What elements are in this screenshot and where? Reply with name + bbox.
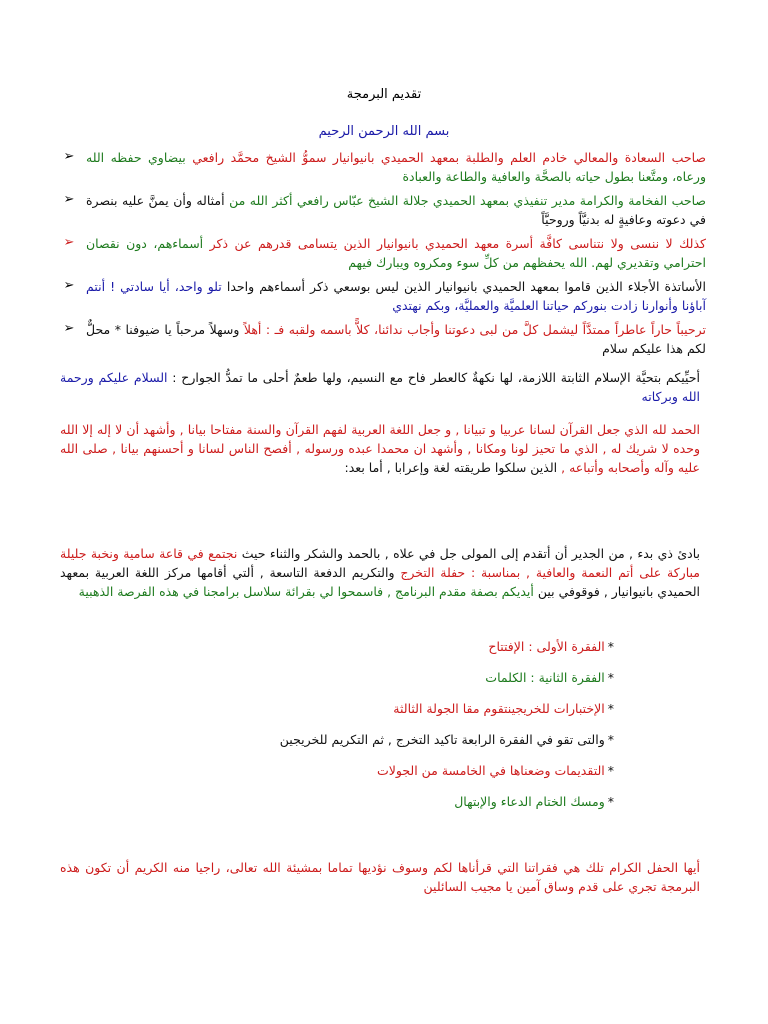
hamd-paragraph (60, 420, 700, 477)
greeting-paragraph (60, 368, 700, 406)
intro-text: بادئ ذي بدء , من الجدير أن أتقدم إلى المولى جل في علاه , بالحمد والشكر والثناء حيث (241, 546, 701, 561)
bullet-text (86, 148, 706, 186)
arrow-bullet-icon: ➢ (63, 192, 75, 207)
basmala: بسم الله الرحمن الرحيم (318, 124, 450, 139)
bullet-segment: الأساتذة الأجلاء الذين قاموا بمعهد الحميدي بانيوانيار الذين ليس بوسعي ذكر أسماءهم واحدا (226, 279, 707, 294)
program-item: *ومسك الختام الدعاء والإبتهال (454, 794, 614, 809)
program-item: *الفقرة الأولى : الإفتتاح (488, 639, 614, 654)
program-item: *التقديمات وضعناها في الخامسة من الجولات (376, 763, 614, 778)
intro-paragraph (60, 544, 700, 601)
bullet-text (86, 191, 706, 229)
program-item: *الإختبارات للخريجينتقوم مقا الجولة الثالثة (393, 701, 614, 716)
program-item: *والتى تقو في الفقرة الرابعة تاكيد التخرج , ثم التكريم للخريجين (279, 732, 614, 747)
intro-text: أيديكم بصفة مقدم البرنامج , فاسمحوا لي بقرائة سلاسل برامجنا في هذه الفرصة الذهبية (78, 584, 534, 599)
arrow-bullet-icon: ➢ (63, 235, 75, 250)
closing-paragraph (60, 858, 700, 896)
hamd-text-end: الذين سلكوا طريقته لغة وإعرابا , أما بعد: (344, 460, 558, 475)
bullet-text (86, 234, 706, 272)
bullet-text (86, 320, 706, 358)
bullet-segment: وسهلاً مرحباً يا ضيوفنا * محلٌّ لكم هذا عليكم سلام (86, 322, 706, 356)
greeting-line: أحيِّيكم بتحيَّة الإسلام الثابتة اللازمة، لها نكهةٌ كالعطر فاح مع النسيم، ولها طعمٌ أحلى ما تمدُّ الجوارح : (172, 370, 700, 385)
closing-text: أيها الحفل الكرام تلك هي فقراتنا التي قرأناها لكم وسوف نؤديها تماما بمشيئة الله تعالى، (225, 860, 700, 875)
bullet-segment: أمثاله وأن يمنَّ عليه بنصرة في دعوته وعافيةٍ له بدنيَّاً وروحيَّاً (86, 193, 706, 227)
arrow-bullet-icon: ➢ (63, 278, 75, 293)
bullet-item (63, 191, 707, 229)
greeting-salam: السلام عليكم ورحمة الله وبركاته (60, 370, 700, 404)
arrow-bullet-icon: ➢ (63, 321, 75, 336)
closing-text: راجيا منه الكريم أن تكون هذه البرمجة تجري على قدم وساق آمين يا مجيب السائلين (60, 860, 700, 894)
bullet-segment: صاحب الفخامة والكرامة مدير تنفيذي بمعهد الحميدي جلالة الشيخ عبّاس رافعي أكثر الله من (229, 193, 707, 208)
document-title: تقديم البرمجة (346, 87, 422, 102)
bullet-segment: بيضاوي حفظه الله ورعاه، ومتَّعنا بطول حياته بالصحَّة والعافية والطاعة والعبادة (86, 150, 706, 184)
intro-text: نجتمع في قاعة سامية ونخبة جليلة مباركة على أتم النعمة والعافية , بمناسبة : حفلة التخرج (60, 546, 700, 580)
bullet-list (63, 148, 707, 363)
bullet-segment: أسماءهم، دون نقصان احترامي وتقديري لهم. الله يحفظهم من كلِّ سوء ومكروه ويبارك فيهم (86, 236, 706, 270)
hamd-text: الحمد لله الذي جعل القرآن لسانا عربيا و تبيانا , و جعل اللغة العربية لفهم القرآن والسنة مفتاحا بيانا , وأشهد أن لا إله إلا الله وحده لا شريك له , الذي ما تحيز لونا ومكانا , وأشهد ان محمدا عبده ورسوله , أفصح الناس لسانا و أحسنهم بيانا , صلى الله عليه وآله وأصحابه وأتباعه , (60, 422, 700, 475)
bullet-item (63, 148, 706, 186)
intro-text: والتكريم الدفعة التاسعة , ألتي أقامها مركز اللغة العربية بمعهد الحميدي بانيوانيار , فوقوفي بين (60, 565, 700, 599)
bullet-segment: ترحيباً حاراً عاطراً ممتدَّاً ليشمل كلَّ من لبى دعوتنا وأجاب ندائنا، كلاًّ باسمه ولقبه فـ : أهلاً (243, 322, 706, 337)
arrow-bullet-icon: ➢ (63, 149, 75, 164)
program-item: *الفقرة الثانية : الكلمات (485, 670, 614, 685)
bullet-item (63, 234, 706, 272)
bullet-item (63, 277, 707, 315)
bullet-item (63, 320, 706, 358)
bullet-segment: كذلك لا ننسى ولا نتناسى كافَّة أسرة معهد الحميدي بانيوانيار الذين يتسامى قدرهم عن ذكر (209, 236, 706, 251)
program-list (0, 638, 614, 824)
bullet-text (86, 277, 706, 315)
bullet-segment: تلو واحد، أيا سادتي ! أنتم آباؤنا وأنوارنا زادت بنوركم حياتنا العلميَّة والعمليَّة، وبكم نهتدي (86, 279, 706, 313)
bullet-segment: صاحب السعادة والمعالي خادم العلم والطلبة بمعهد الحميدي بانيوانيار سموُّ الشيخ محمَّد رافعي (192, 150, 706, 165)
